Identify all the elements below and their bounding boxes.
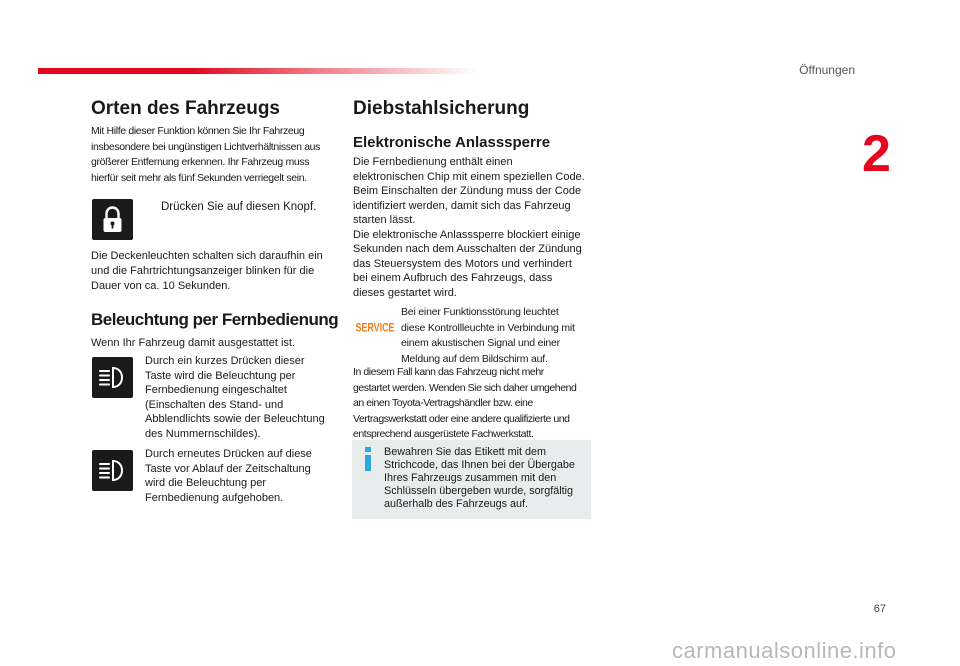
section-name: Öffnungen — [799, 63, 855, 77]
headlamp-button-icon-2 — [92, 450, 133, 491]
header-accent-bar — [38, 68, 478, 74]
info-line: außerhalb des Fahrzeugs auf. — [384, 498, 529, 510]
info-line: Strichcode, das Ihnen bei der Übergabe — [384, 459, 575, 471]
locate-instruction-text: Drücken Sie auf diesen Knopf. — [161, 201, 317, 213]
page-number: 67 — [873, 603, 886, 615]
press-again-line: Fernbedienung aufgehoben. — [145, 491, 284, 504]
anti-theft-title: Diebstahlsicherung — [353, 98, 530, 119]
fault-line: einem akustischen Signal und einer — [401, 337, 560, 349]
workshop-line: In diesem Fall kann das Fahrzeug nicht mehr — [353, 366, 544, 378]
info-line: Schlüsseln übergeben wurde, sorgfältig — [384, 485, 574, 497]
service-label: SERVICE — [355, 322, 395, 335]
locate-vehicle-title: Orten des Fahrzeugs — [91, 98, 280, 119]
immobiliser-line: starten lässt. — [353, 214, 416, 226]
locate-intro-line: hierfür seit mehr als fünf Sekunden verriegelt sein. — [91, 171, 307, 184]
workshop-line: gestartet werden. Wenden Sie sich daher umgehend — [353, 381, 577, 394]
fault-text — [401, 305, 575, 367]
immobiliser-line: Die elektronische Anlasssperre blockiert einige — [353, 228, 581, 241]
chapter-number: 2 — [862, 125, 891, 183]
immobiliser-line: bei einem Aufbruch des Fahrzeugs, dass — [353, 272, 553, 284]
locate-result-line: Die Deckenleuchten schalten sich daraufhin ein — [91, 250, 323, 262]
locate-result-line: und die Fahrtrichtungsanzeiger blinken für die — [91, 265, 315, 277]
press-once-line: Fernbedienung eingeschaltet — [145, 384, 287, 396]
immobiliser-text — [353, 155, 585, 300]
press-once-line: (Einschalten des Stand- und — [145, 398, 284, 411]
workshop-line: an einen Toyota-Vertragshändler bzw. eine — [353, 397, 533, 409]
workshop-text — [353, 365, 576, 443]
press-again-line: Durch erneutes Drücken auf diese — [145, 448, 312, 460]
press-again-line: wird die Beleuchtung per — [145, 477, 267, 489]
info-note-box — [352, 440, 591, 519]
remote-lighting-title: Beleuchtung per Fernbedienung — [91, 310, 339, 329]
locate-intro-line: insbesondere bei ungünstigen Lichtverhältnissen aus — [91, 140, 321, 153]
press-again-text — [145, 447, 312, 505]
immobiliser-subtitle: Elektronische Anlasssperre — [353, 134, 551, 151]
immobiliser-line: Beim Einschalten der Zündung muss der Code — [353, 185, 582, 197]
immobiliser-line: das Steuersystem des Motors und verhindert — [353, 257, 572, 270]
info-icon — [361, 447, 375, 471]
locate-intro-line: größerer Entfernung erkennen. Ihr Fahrzeug muss — [91, 156, 310, 168]
padlock-icon — [92, 199, 133, 240]
locate-result-line: Dauer von ca. 10 Sekunden. — [91, 280, 231, 292]
info-line: Bewahren Sie das Etikett mit dem — [384, 446, 547, 458]
info-note-text — [384, 446, 575, 511]
immobiliser-line: elektronischen Chip mit einem speziellen Code. — [353, 170, 585, 183]
watermark: carmanualsonline.info — [672, 638, 897, 663]
immobiliser-line: identifiziert werden, damit sich das Fahrzeug — [353, 199, 571, 212]
headlamp-icon — [92, 450, 133, 491]
fault-line: diese Kontrollleuchte in Verbindung mit — [401, 321, 575, 334]
press-once-line: Abblendlichts sowie der Beleuchtung — [145, 413, 325, 425]
fault-line: Meldung auf dem Bildschirm auf. — [401, 352, 548, 365]
press-once-text — [145, 354, 325, 441]
immobiliser-line: Sekunden nach dem Ausschalten der Zündung — [353, 243, 582, 255]
headlamp-icon — [92, 357, 133, 398]
locate-instruction — [145, 200, 316, 215]
locate-intro — [91, 124, 320, 186]
press-once-line: des Nummernschildes). — [145, 427, 261, 440]
lock-button-icon — [92, 199, 133, 240]
press-once-line: Durch ein kurzes Drücken dieser — [145, 355, 305, 367]
headlamp-button-icon — [92, 357, 133, 398]
workshop-line: entsprechend ausgerüstete Fachwerkstatt. — [353, 428, 534, 440]
immobiliser-line: Die Fernbedienung enthält einen — [353, 156, 513, 168]
info-line: Ihres Fahrzeugs zusammen mit den — [384, 472, 557, 484]
locate-result — [91, 249, 323, 294]
immobiliser-line: dieses gestartet wird. — [353, 286, 457, 299]
service-warning-icon — [355, 320, 395, 334]
locate-intro-line: Mit Hilfe dieser Funktion können Sie Ihr Fahrzeug — [91, 125, 305, 137]
remote-lighting-intro: Wenn Ihr Fahrzeug damit ausgestattet ist. — [91, 337, 296, 349]
workshop-line: Vertragswerkstatt oder eine andere qualifizierte und — [353, 412, 570, 425]
press-again-line: Taste vor Ablauf der Zeitschaltung — [145, 462, 311, 475]
fault-line: Bei einer Funktionsstörung leuchtet — [401, 306, 559, 318]
press-once-line: Taste wird die Beleuchtung per — [145, 369, 296, 382]
